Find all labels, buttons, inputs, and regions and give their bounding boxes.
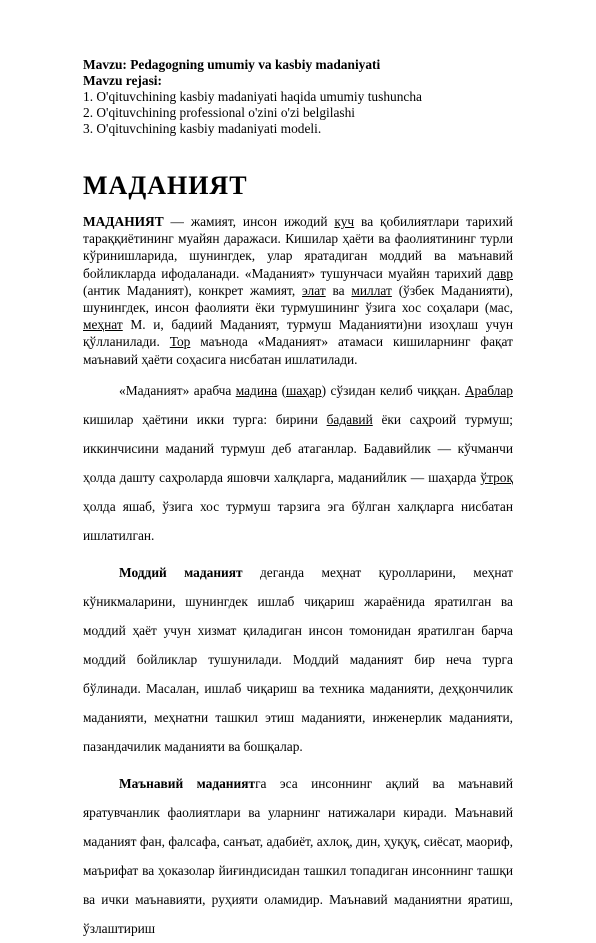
- link-madina[interactable]: мадина: [235, 382, 278, 398]
- plan-title: Mavzu rejasi:: [83, 73, 162, 88]
- link-tor[interactable]: Тор: [169, 334, 191, 350]
- link-kuch[interactable]: куч: [334, 214, 355, 229]
- page-title: МАДАНИЯТ: [83, 171, 248, 200]
- lead-term: Маънавий маданият: [119, 775, 256, 791]
- link-shahar[interactable]: шаҳар: [286, 382, 322, 398]
- plan-item: 1. O'qituvchining kasbiy madaniyati haqida umumiy tushuncha: [83, 89, 422, 104]
- paragraph-definition: МАДАНИЯТ — жамият, инсон ижодий куч ва қобилиятлари тарихий тараққиётининг муайян даражаси. Кишилар ҳаёти ва фаолиятининг турли кўринишларида, шунингдек, улар яратадиган моддий ва маънавий бойликларда ифодаланади. «Маданият» тушунчаси муайян тарихий давр (антик Маданият), конкрет жамият, элат ва миллат (ўзбек Маданияти), шунингдек, инсон фаолияти ёки турмушининг ўзига хос соҳалари (мас, меҳнат М. и, бадиий Маданият, турмуш Маданияти)ни изоҳлаш учун қўлланилади. Тор маънода «Маданият» атамаси кишиларнинг фақат маънавий ҳаёти соҳасига нисбатан ишлатилади.: [83, 214, 513, 367]
- link-davr[interactable]: давр: [487, 265, 513, 281]
- link-utroq[interactable]: ўтроқ: [480, 469, 513, 485]
- lead-term: МАДАНИЯТ: [83, 214, 164, 229]
- link-millat[interactable]: миллат: [351, 282, 392, 298]
- link-badaviy[interactable]: бадавий: [326, 411, 373, 427]
- document-page: [83, 57, 513, 943]
- plan-item: 3. O'qituvchining kasbiy madaniyati modeli.: [83, 121, 322, 136]
- paragraph-material-culture: Моддий маданият деганда меҳнат қуролларини, меҳнат кўникмаларини, шунингдек ишлаб чиқариш жараёнида яратилган ва моддий ҳаёт учун хизмат қиладиган инсон томонидан яратилган барча моддий бойликлар тушунилади. Моддий маданият бир неча турга бўлинади. Масалан, ишлаб чиқариш ва техника маданияти, деҳқончилик маданияти, меҳнатни ташкил этиш маданияти, инженерлик маданияти, пазандачилик маданияти ва бошқалар.: [83, 564, 513, 754]
- topic-header: [83, 57, 513, 137]
- lead-term: Моддий маданият: [119, 564, 243, 580]
- topic-title: Mavzu: Pedagogning umumiy va kasbiy madaniyati: [83, 57, 381, 72]
- paragraph-spiritual-culture: Маънавий маданиятга эса инсоннинг ақлий ва маънавий яратувчанлик фаолиятлари ва уларнинг натижалари киради. Маънавий маданият фан, фалсафа, санъат, адабиёт, ахлоқ, дин, ҳуқуқ, сиёсат, маориф, маърифат ва ҳоказолар йиғиндисидан ташкил топадиган инсоннинг ташқи ва ички маънавияти, руҳияти оламидир. Маънавий маданиятни яратиш, ўзлаштириш: [83, 775, 513, 936]
- link-elat[interactable]: элат: [302, 282, 326, 298]
- paragraph-etymology: «Маданият» арабча мадина (шаҳар) сўзидан келиб чиққан. Араблар кишилар ҳаётини икки турга: бирини бадавий ёки саҳроий турмуш; иккинчисини маданий турмуш деб атаганлар. Бадавийлик — кўчманчи ҳолда дашту саҳроларда яшовчи халқларга, маданийлик — шаҳарда ўтроқ ҳолда яшаб, ўзига хос турмуш тарзига эга бўлган халқларга нисбатан ишлатилган.: [83, 382, 513, 543]
- link-mehnat[interactable]: меҳнат: [83, 317, 123, 333]
- link-arablar[interactable]: Араблар: [464, 382, 513, 398]
- plan-item: 2. O'qituvchining professional o'zini o'zi belgilashi: [83, 105, 356, 120]
